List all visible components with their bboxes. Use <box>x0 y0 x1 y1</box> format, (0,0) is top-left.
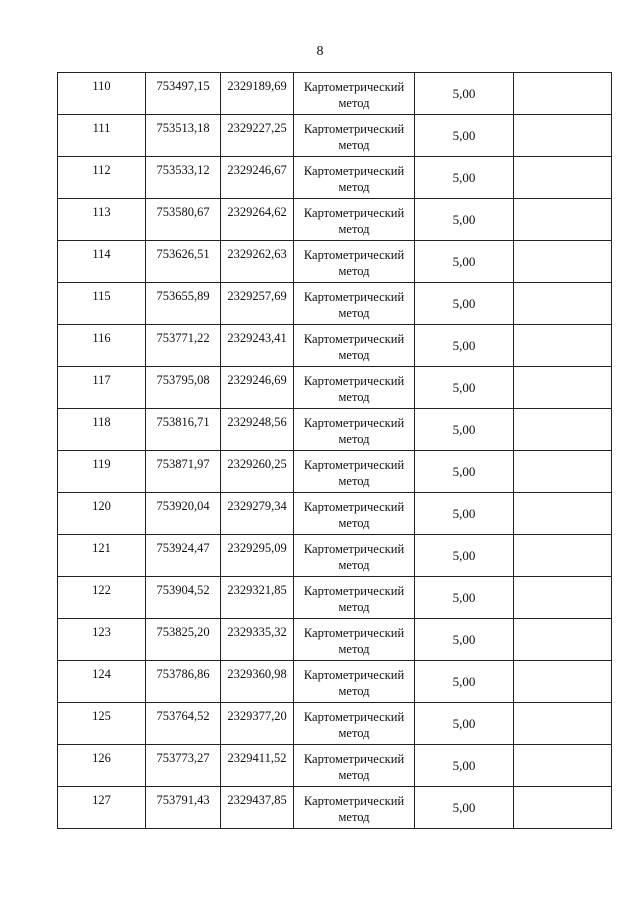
point-number-cell: 110 <box>58 73 146 115</box>
extra-cell <box>514 535 612 577</box>
table-row <box>58 451 612 493</box>
x-coordinate-cell: 753904,52 <box>146 577 221 619</box>
x-coordinate-cell: 753497,15 <box>146 73 221 115</box>
accuracy-cell: 5,00 <box>415 577 514 619</box>
point-number-cell: 126 <box>58 745 146 787</box>
accuracy-cell: 5,00 <box>415 241 514 283</box>
method-line-1: Картометрический <box>303 752 405 766</box>
y-coordinate-cell: 2329246,69 <box>221 367 294 409</box>
table-row <box>58 283 612 325</box>
accuracy-cell: 5,00 <box>415 535 514 577</box>
point-number-cell: 116 <box>58 325 146 367</box>
extra-cell <box>514 787 612 829</box>
method-cell <box>294 409 415 451</box>
extra-cell <box>514 619 612 661</box>
method-line-2: метод <box>338 390 370 404</box>
extra-cell <box>514 115 612 157</box>
accuracy-cell: 5,00 <box>415 787 514 829</box>
y-coordinate-cell: 2329257,69 <box>221 283 294 325</box>
x-coordinate-cell: 753825,20 <box>146 619 221 661</box>
point-number-cell: 119 <box>58 451 146 493</box>
method-cell <box>294 451 415 493</box>
extra-cell <box>514 241 612 283</box>
y-coordinate-cell: 2329243,41 <box>221 325 294 367</box>
extra-cell <box>514 73 612 115</box>
extra-cell <box>514 367 612 409</box>
y-coordinate-cell: 2329321,85 <box>221 577 294 619</box>
y-coordinate-cell: 2329260,25 <box>221 451 294 493</box>
y-coordinate-cell: 2329360,98 <box>221 661 294 703</box>
extra-cell <box>514 157 612 199</box>
x-coordinate-cell: 753795,08 <box>146 367 221 409</box>
method-line-1: Картометрический <box>303 458 405 472</box>
method-line-1: Картометрический <box>303 374 405 388</box>
extra-cell <box>514 577 612 619</box>
y-coordinate-cell: 2329295,09 <box>221 535 294 577</box>
method-line-2: метод <box>338 474 370 488</box>
method-line-2: метод <box>338 558 370 572</box>
table-row <box>58 787 612 829</box>
extra-cell <box>514 409 612 451</box>
accuracy-cell: 5,00 <box>415 325 514 367</box>
table-row <box>58 745 612 787</box>
method-line-1: Картометрический <box>303 584 405 598</box>
method-line-2: метод <box>338 138 370 152</box>
y-coordinate-cell: 2329335,32 <box>221 619 294 661</box>
point-number-cell: 117 <box>58 367 146 409</box>
coordinates-table <box>57 72 612 829</box>
table-row <box>58 619 612 661</box>
method-line-2: метод <box>338 726 370 740</box>
accuracy-cell: 5,00 <box>415 661 514 703</box>
point-number-cell: 113 <box>58 199 146 241</box>
method-line-2: метод <box>338 222 370 236</box>
table-row <box>58 661 612 703</box>
extra-cell <box>514 451 612 493</box>
method-line-2: метод <box>338 642 370 656</box>
point-number-cell: 115 <box>58 283 146 325</box>
y-coordinate-cell: 2329227,25 <box>221 115 294 157</box>
method-line-1: Картометрический <box>303 332 405 346</box>
x-coordinate-cell: 753764,52 <box>146 703 221 745</box>
accuracy-cell: 5,00 <box>415 73 514 115</box>
point-number-cell: 123 <box>58 619 146 661</box>
y-coordinate-cell: 2329264,62 <box>221 199 294 241</box>
method-line-1: Картометрический <box>303 290 405 304</box>
method-line-1: Картометрический <box>303 794 405 808</box>
method-cell <box>294 73 415 115</box>
x-coordinate-cell: 753920,04 <box>146 493 221 535</box>
method-cell <box>294 577 415 619</box>
table-row <box>58 199 612 241</box>
method-line-2: метод <box>338 180 370 194</box>
extra-cell <box>514 493 612 535</box>
accuracy-cell: 5,00 <box>415 157 514 199</box>
method-cell <box>294 661 415 703</box>
page-number: 8 <box>316 44 324 59</box>
method-cell <box>294 535 415 577</box>
accuracy-cell: 5,00 <box>415 493 514 535</box>
point-number-cell: 120 <box>58 493 146 535</box>
table-row <box>58 241 612 283</box>
x-coordinate-cell: 753626,51 <box>146 241 221 283</box>
table-row <box>58 577 612 619</box>
method-line-1: Картометрический <box>303 668 405 682</box>
method-line-1: Картометрический <box>303 122 405 136</box>
accuracy-cell: 5,00 <box>415 745 514 787</box>
method-line-1: Картометрический <box>303 248 405 262</box>
table-row <box>58 73 612 115</box>
method-line-1: Картометрический <box>303 626 405 640</box>
method-line-1: Картометрический <box>303 710 405 724</box>
y-coordinate-cell: 2329248,56 <box>221 409 294 451</box>
x-coordinate-cell: 753771,22 <box>146 325 221 367</box>
point-number-cell: 121 <box>58 535 146 577</box>
method-line-2: метод <box>338 264 370 278</box>
accuracy-cell: 5,00 <box>415 283 514 325</box>
method-line-2: метод <box>338 810 370 824</box>
extra-cell <box>514 199 612 241</box>
method-line-2: метод <box>338 600 370 614</box>
accuracy-cell: 5,00 <box>415 619 514 661</box>
y-coordinate-cell: 2329411,52 <box>221 745 294 787</box>
method-cell <box>294 493 415 535</box>
accuracy-cell: 5,00 <box>415 703 514 745</box>
table-row <box>58 493 612 535</box>
x-coordinate-cell: 753773,27 <box>146 745 221 787</box>
y-coordinate-cell: 2329279,34 <box>221 493 294 535</box>
y-coordinate-cell: 2329262,63 <box>221 241 294 283</box>
method-cell <box>294 703 415 745</box>
y-coordinate-cell: 2329246,67 <box>221 157 294 199</box>
accuracy-cell: 5,00 <box>415 409 514 451</box>
table-row <box>58 157 612 199</box>
method-line-1: Картометрический <box>303 500 405 514</box>
y-coordinate-cell: 2329377,20 <box>221 703 294 745</box>
method-line-2: метод <box>338 516 370 530</box>
method-cell <box>294 787 415 829</box>
table-row <box>58 535 612 577</box>
method-cell <box>294 199 415 241</box>
accuracy-cell: 5,00 <box>415 199 514 241</box>
point-number-cell: 125 <box>58 703 146 745</box>
point-number-cell: 118 <box>58 409 146 451</box>
point-number-cell: 124 <box>58 661 146 703</box>
extra-cell <box>514 703 612 745</box>
x-coordinate-cell: 753655,89 <box>146 283 221 325</box>
method-line-1: Картометрический <box>303 164 405 178</box>
x-coordinate-cell: 753871,97 <box>146 451 221 493</box>
coordinates-table-body <box>58 73 612 829</box>
x-coordinate-cell: 753816,71 <box>146 409 221 451</box>
method-line-2: метод <box>338 684 370 698</box>
table-row <box>58 409 612 451</box>
method-cell <box>294 241 415 283</box>
method-cell <box>294 367 415 409</box>
point-number-cell: 111 <box>58 115 146 157</box>
table-row <box>58 367 612 409</box>
point-number-cell: 122 <box>58 577 146 619</box>
y-coordinate-cell: 2329189,69 <box>221 73 294 115</box>
method-line-2: метод <box>338 348 370 362</box>
accuracy-cell: 5,00 <box>415 451 514 493</box>
x-coordinate-cell: 753791,43 <box>146 787 221 829</box>
point-number-cell: 112 <box>58 157 146 199</box>
method-line-1: Картометрический <box>303 206 405 220</box>
accuracy-cell: 5,00 <box>415 115 514 157</box>
x-coordinate-cell: 753513,18 <box>146 115 221 157</box>
extra-cell <box>514 745 612 787</box>
y-coordinate-cell: 2329437,85 <box>221 787 294 829</box>
extra-cell <box>514 661 612 703</box>
method-cell <box>294 745 415 787</box>
method-line-2: метод <box>338 768 370 782</box>
extra-cell <box>514 283 612 325</box>
x-coordinate-cell: 753533,12 <box>146 157 221 199</box>
table-row <box>58 115 612 157</box>
method-cell <box>294 283 415 325</box>
x-coordinate-cell: 753924,47 <box>146 535 221 577</box>
extra-cell <box>514 325 612 367</box>
method-line-2: метод <box>338 432 370 446</box>
method-line-1: Картометрический <box>303 80 405 94</box>
method-cell <box>294 157 415 199</box>
method-cell <box>294 115 415 157</box>
x-coordinate-cell: 753580,67 <box>146 199 221 241</box>
method-cell <box>294 619 415 661</box>
method-cell <box>294 325 415 367</box>
method-line-1: Картометрический <box>303 416 405 430</box>
table-row <box>58 325 612 367</box>
method-line-1: Картометрический <box>303 542 405 556</box>
x-coordinate-cell: 753786,86 <box>146 661 221 703</box>
method-line-2: метод <box>338 96 370 110</box>
accuracy-cell: 5,00 <box>415 367 514 409</box>
point-number-cell: 114 <box>58 241 146 283</box>
point-number-cell: 127 <box>58 787 146 829</box>
table-row <box>58 703 612 745</box>
method-line-2: метод <box>338 306 370 320</box>
